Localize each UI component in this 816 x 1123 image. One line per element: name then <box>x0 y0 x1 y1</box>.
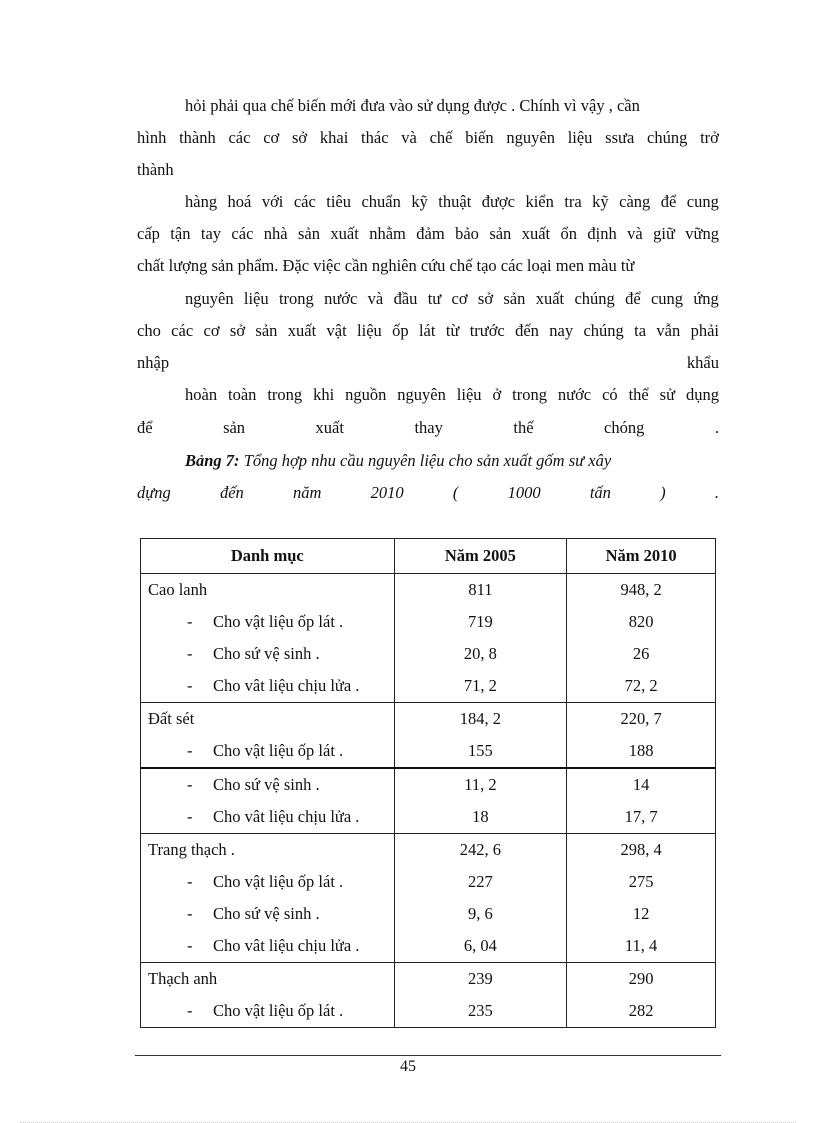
table-caption <box>185 451 719 471</box>
table-row <box>141 638 716 670</box>
word: khi <box>313 385 335 404</box>
row-label <box>141 638 395 670</box>
row-label <box>141 898 395 930</box>
bullet-dash: - <box>187 904 193 923</box>
table-row <box>141 866 716 898</box>
table-row <box>141 574 716 607</box>
word: cho <box>137 321 161 340</box>
word: thác <box>361 128 389 147</box>
word: tiêu <box>326 192 352 211</box>
word: ta <box>634 321 647 340</box>
paragraph-line: hỏi phải qua chế biến mới đưa vào sử dụng được . Chính vì vậy , cần <box>185 96 640 115</box>
word: . <box>714 418 719 437</box>
row-label-text: Cho vật liệu ốp lát . <box>213 1001 344 1020</box>
row-label-text: Cao lanh <box>148 580 208 599</box>
word: thay <box>414 418 443 437</box>
bullet-dash: - <box>187 676 193 695</box>
word: định <box>587 224 617 243</box>
word: nguyên <box>185 289 234 308</box>
row-label <box>141 735 395 768</box>
word: biến <box>465 128 494 147</box>
word: sở <box>229 321 246 340</box>
word: nhằm <box>369 224 406 243</box>
value-2010: 220, 7 <box>567 703 716 736</box>
word: nguyên <box>397 385 446 404</box>
row-label-text: Cho vât liệu chịu lửa . <box>213 676 360 695</box>
row-label <box>141 768 395 801</box>
word: trong <box>267 385 303 404</box>
paragraph-line <box>185 289 719 309</box>
word: thế <box>513 418 534 437</box>
row-label-text: Cho vật liệu ốp lát . <box>213 612 344 631</box>
word: có <box>602 385 618 404</box>
word: năm <box>293 483 322 502</box>
word: các <box>293 192 316 211</box>
header-category: Danh mục <box>141 539 395 574</box>
value-2005: 11, 2 <box>394 768 567 801</box>
word: chế <box>429 128 453 147</box>
bullet-dash: - <box>187 936 193 955</box>
row-label-text: Đất sét <box>148 709 195 728</box>
word: với <box>261 192 284 211</box>
word: bảo <box>455 224 479 243</box>
word: cơ <box>203 321 220 340</box>
row-label <box>141 995 395 1028</box>
word: chúng <box>574 289 615 308</box>
word: đầu <box>393 289 418 308</box>
word: nước <box>557 385 592 404</box>
word: toàn <box>228 385 257 404</box>
word: xuất <box>521 224 551 243</box>
word: ) <box>660 483 666 502</box>
word: cơ <box>263 128 280 147</box>
table-row <box>141 930 716 963</box>
word: sản <box>298 224 321 243</box>
word: để <box>625 289 641 308</box>
word: sản <box>223 418 246 437</box>
paragraph-line <box>137 224 719 244</box>
word: kỹ <box>592 192 609 211</box>
row-label <box>141 670 395 703</box>
word: xuất <box>535 289 565 308</box>
row-label <box>141 606 395 638</box>
word: tư <box>427 289 442 308</box>
row-label-text: Cho vật liệu ốp lát . <box>213 872 344 891</box>
value-2010: 298, 4 <box>567 834 716 867</box>
word: ổn <box>560 224 578 243</box>
header-2010: Năm 2010 <box>567 539 716 574</box>
word: thuật <box>438 192 472 211</box>
word: nhập <box>137 353 170 372</box>
value-2010: 11, 4 <box>567 930 716 963</box>
paragraph-line <box>137 418 719 438</box>
value-2005: 6, 04 <box>394 930 567 963</box>
row-label <box>141 801 395 834</box>
word: vật <box>326 321 347 340</box>
row-label <box>141 866 395 898</box>
word: thể <box>628 385 649 404</box>
word: tay <box>200 224 222 243</box>
word: xuất <box>330 224 359 243</box>
table-row <box>141 995 716 1028</box>
table-row <box>141 606 716 638</box>
word: liệu <box>456 385 482 404</box>
footer-rule <box>135 1055 721 1056</box>
value-2010: 14 <box>567 768 716 801</box>
value-2005: 9, 6 <box>394 898 567 930</box>
word: tận <box>170 224 191 243</box>
word: vững <box>685 224 719 243</box>
paragraph-line: chất lượng sản phẩm. Đặc việc cần nghiên cứu chế tạo các loại men màu từ <box>137 256 635 275</box>
word: . <box>714 483 719 502</box>
row-label-text: Cho sứ vệ sinh . <box>213 775 320 794</box>
word: hàng <box>185 192 218 211</box>
bullet-dash: - <box>187 872 193 891</box>
word: sản <box>489 224 512 243</box>
value-2005: 242, 6 <box>394 834 567 867</box>
word: lát <box>418 321 436 340</box>
paragraph-line <box>185 385 719 405</box>
bullet-dash: - <box>187 644 193 663</box>
word: ( <box>452 483 459 502</box>
table-row <box>141 703 716 736</box>
word: trước <box>469 321 505 340</box>
word: các <box>228 128 251 147</box>
word: ở <box>492 385 502 404</box>
word: vẫn <box>656 321 681 340</box>
word: kiển <box>525 192 554 211</box>
bullet-dash: - <box>187 775 193 794</box>
word: trong <box>512 385 547 404</box>
word: cơ <box>451 289 468 308</box>
value-2005: 155 <box>394 735 567 768</box>
paragraph-line: thành <box>137 160 174 179</box>
word: hình <box>137 128 167 147</box>
word: liệu <box>357 321 382 340</box>
word: đảm <box>416 224 445 243</box>
word: tấn <box>589 483 611 502</box>
word: sản <box>503 289 526 308</box>
word: các <box>231 224 254 243</box>
value-2005: 184, 2 <box>394 703 567 736</box>
table-row <box>141 834 716 867</box>
word: để <box>660 192 677 211</box>
word: nguyên <box>506 128 555 147</box>
row-label-text: Cho sứ vệ sinh . <box>213 904 320 923</box>
word: sở <box>292 128 308 147</box>
table-caption-line <box>137 483 719 503</box>
materials-demand-table <box>140 538 716 1028</box>
value-2005: 20, 8 <box>394 638 567 670</box>
word: nguồn <box>345 385 387 404</box>
word: ốp <box>392 321 409 340</box>
row-label <box>141 574 395 607</box>
word: dựng <box>137 483 171 502</box>
word: ssưa <box>605 128 635 147</box>
word: khẩu <box>686 353 719 372</box>
row-label-text: Cho vât liệu chịu lửa . <box>213 936 360 955</box>
value-2005: 235 <box>394 995 567 1028</box>
value-2010: 17, 7 <box>567 801 716 834</box>
word: nước <box>324 289 358 308</box>
word: ứng <box>693 289 719 308</box>
header-2005: Năm 2005 <box>394 539 567 574</box>
word: càng <box>619 192 651 211</box>
word: 2010 <box>370 483 404 502</box>
word: xuất <box>287 321 317 340</box>
word: nay <box>549 321 574 340</box>
word: 1000 <box>507 483 541 502</box>
row-label <box>141 963 395 996</box>
bullet-dash: - <box>187 807 193 826</box>
bullet-dash: - <box>187 1001 193 1020</box>
word: cấp <box>137 224 160 243</box>
value-2005: 71, 2 <box>394 670 567 703</box>
word: liệu <box>243 289 269 308</box>
word: chúng <box>647 128 688 147</box>
table-row <box>141 768 716 801</box>
value-2005: 227 <box>394 866 567 898</box>
word: sản <box>255 321 278 340</box>
value-2010: 290 <box>567 963 716 996</box>
word: và <box>367 289 384 308</box>
bullet-dash: - <box>187 612 193 631</box>
word: phải <box>690 321 719 340</box>
value-2010: 72, 2 <box>567 670 716 703</box>
paragraph-line <box>137 321 719 341</box>
word: kỹ <box>411 192 428 211</box>
value-2005: 719 <box>394 606 567 638</box>
row-label <box>141 834 395 867</box>
table-caption-title: Tổng hợp nhu cầu nguyên liệu cho sản xuất gốm sư xây <box>239 451 612 470</box>
word: để <box>137 418 153 437</box>
paragraph-line <box>185 192 719 212</box>
word: liệu <box>567 128 593 147</box>
row-label-text: Cho vât liệu chịu lửa . <box>213 807 360 826</box>
word: xuất <box>315 418 344 437</box>
table-row <box>141 898 716 930</box>
table-caption-label: Bảng 7: <box>185 451 240 470</box>
table-row <box>141 963 716 996</box>
row-label-text: Trang thạch . <box>148 840 235 859</box>
value-2010: 188 <box>567 735 716 768</box>
value-2010: 26 <box>567 638 716 670</box>
table-row <box>141 735 716 768</box>
word: tra <box>564 192 582 211</box>
word: cung <box>686 192 719 211</box>
word: từ <box>445 321 460 340</box>
word: được <box>481 192 515 211</box>
word: và <box>627 224 643 243</box>
value-2010: 948, 2 <box>567 574 716 607</box>
table-row <box>141 670 716 703</box>
row-label-text: Cho vật liệu ốp lát . <box>213 741 344 760</box>
word: giữ <box>653 224 675 243</box>
word: các <box>171 321 194 340</box>
value-2010: 820 <box>567 606 716 638</box>
value-2005: 18 <box>394 801 567 834</box>
word: đến <box>219 483 244 502</box>
word: chóng <box>604 418 645 437</box>
word: sử <box>659 385 676 404</box>
word: chuẩn <box>361 192 401 211</box>
paragraph-line <box>137 353 719 373</box>
table-row <box>141 801 716 834</box>
word: và <box>401 128 417 147</box>
page-number: 45 <box>400 1058 416 1075</box>
bullet-dash: - <box>187 741 193 760</box>
word: khai <box>319 128 349 147</box>
word: cung <box>650 289 684 308</box>
word: trở <box>700 128 719 147</box>
word: trong <box>278 289 314 308</box>
value-2010: 12 <box>567 898 716 930</box>
word: sở <box>477 289 494 308</box>
word: hoàn <box>185 385 218 404</box>
word: dụng <box>685 385 719 404</box>
row-label-text: Cho sứ vệ sinh . <box>213 644 320 663</box>
word: đến <box>515 321 539 340</box>
value-2005: 811 <box>394 574 567 607</box>
value-2010: 282 <box>567 995 716 1028</box>
value-2005: 239 <box>394 963 567 996</box>
word: nhà <box>263 224 288 243</box>
word: thành <box>179 128 216 147</box>
row-label-text: Thạch anh <box>148 969 218 988</box>
paragraph-line <box>137 128 719 148</box>
word: hoá <box>227 192 252 211</box>
value-2010: 275 <box>567 866 716 898</box>
row-label <box>141 930 395 963</box>
row-label <box>141 703 395 736</box>
word: chúng <box>583 321 624 340</box>
